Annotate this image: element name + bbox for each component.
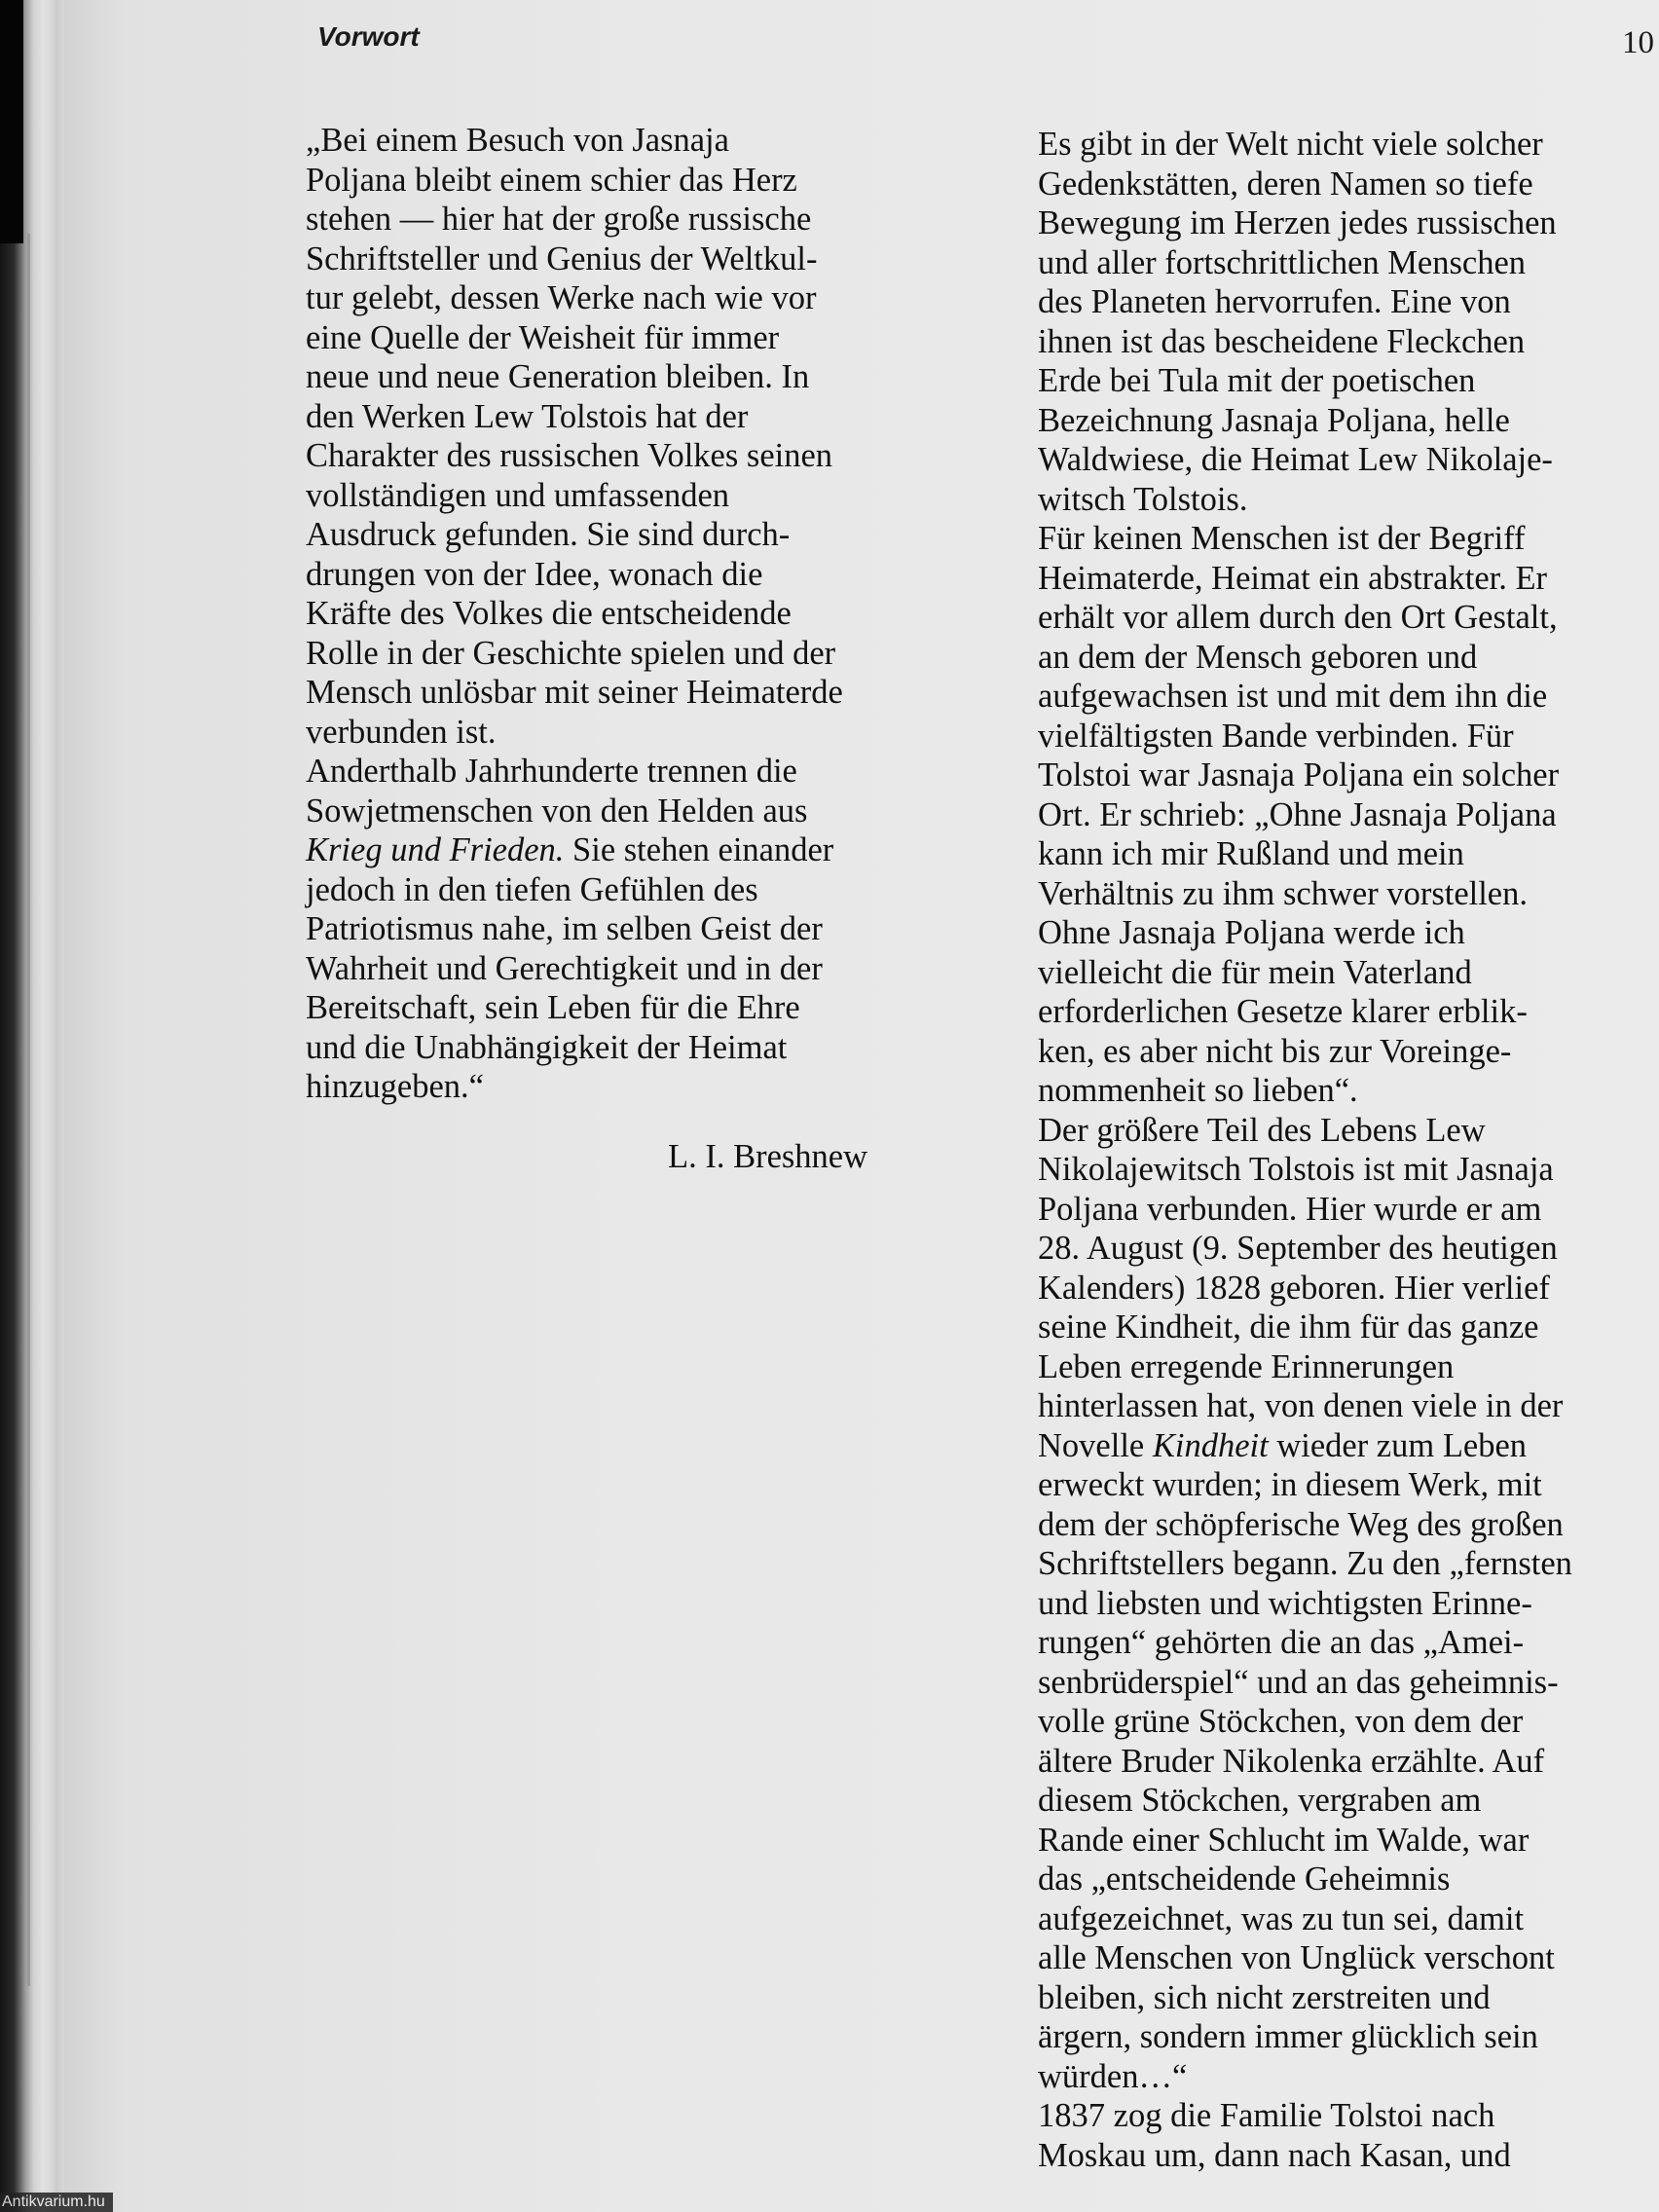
text-line: tur gelebt, dessen Werke nach wie vor <box>306 279 817 316</box>
text-line: Poljana bleibt einem schier das Herz <box>306 161 797 199</box>
text-line-italic-title <box>306 830 843 870</box>
watermark-logo: Antikvarium.hu <box>0 2193 113 2212</box>
right-column-lines <box>1038 125 1572 1426</box>
text-line: 1837 zog die Familie Tolstoi nach <box>1038 2097 1495 2134</box>
signature-author: L. I. Breshnew <box>668 1138 868 1175</box>
binding-edge-line <box>27 234 30 1986</box>
book-title-krieg-und-frieden: Krieg und Frieden. <box>306 831 565 868</box>
text-line: ältere Bruder Nikolenka erzählte. Auf <box>1038 1742 1545 1780</box>
text-line: alle Menschen von Unglück verschont <box>1038 1939 1555 1976</box>
text-line: Nikolajewitsch Tolstois ist mit Jasnaja <box>1038 1151 1554 1188</box>
text-line: Rande einer Schlucht im Walde, war <box>1038 1821 1530 1859</box>
text-line: Patriotismus nahe, im selben Geist der <box>306 910 823 947</box>
novelle-suffix: wieder zum Leben <box>1268 1426 1528 1464</box>
text-line: erforderlichen Gesetze klarer erblik- <box>1038 993 1528 1030</box>
text-line: Wahrheit und Gerechtigkeit und in der <box>306 949 823 987</box>
text-line: Rolle in der Geschichte spielen und der <box>306 634 836 672</box>
text-line: Es gibt in der Welt nicht viele solcher <box>1038 126 1543 163</box>
text-line: diesem Stöckchen, vergraben am <box>1038 1782 1482 1819</box>
text-line: und liebsten und wichtigsten Erinne- <box>1038 1584 1532 1622</box>
text-line: Gedenkstätten, deren Namen so tiefe <box>1038 165 1533 203</box>
text-line: volle grüne Stöckchen, von dem der <box>1038 1703 1524 1740</box>
text-line: und aller fortschrittlichen Menschen <box>1038 243 1527 281</box>
text-line: das „entscheidende Geheimnis <box>1038 1861 1451 1898</box>
text-line: „Bei einem Besuch von Jasnaja <box>306 122 729 159</box>
binding-dark-edge <box>0 0 23 243</box>
text-line: des Planeten hervorrufen. Eine von <box>1038 283 1511 320</box>
text-line: dem der schöpferische Weg des großen <box>1038 1505 1564 1543</box>
text-line: erweckt wurden; in diesem Werk, mit <box>1038 1466 1542 1503</box>
text-line: Schriftsteller und Genius der Weltkul- <box>306 240 818 277</box>
text-line: hinzugeben.“ <box>306 1068 484 1105</box>
text-line: Schriftstellers begann. Zu den „fernsten <box>1038 1545 1572 1582</box>
text-line-novelle <box>1038 1426 1572 1466</box>
text-line: eine Quelle der Weisheit für immer <box>306 318 780 356</box>
text-line: seine Kindheit, die ihm für das ganze <box>1038 1309 1539 1346</box>
text-line: Ausdruck gefunden. Sie sind durch- <box>306 516 791 553</box>
text-line: Ort. Er schrieb: „Ohne Jasnaja Poljana <box>1038 795 1557 833</box>
text-line: nommenheit so lieben“. <box>1038 1072 1358 1109</box>
left-column-lines-after <box>306 870 843 1107</box>
text-line: rungen“ gehörten die an das „Amei- <box>1038 1624 1525 1661</box>
text-line: drungen von der Idee, wonach die <box>306 555 763 593</box>
text-line: Heimaterde, Heimat ein abstrakter. Er <box>1038 559 1548 597</box>
text-line-rest: Sie stehen einander <box>564 831 834 868</box>
text-line: Moskau um, dann nach Kasan, und <box>1038 2136 1511 2174</box>
text-line: 28. August (9. September des heutigen <box>1038 1230 1558 1267</box>
text-line: aufgezeichnet, was zu tun sei, damit <box>1038 1899 1525 1937</box>
text-line: senbrüderspiel“ und an das geheimnis- <box>1038 1663 1559 1701</box>
text-line: Erde bei Tula mit der poetischen <box>1038 362 1476 399</box>
text-line: Poljana verbunden. Hier wurde er am <box>1038 1190 1542 1228</box>
text-line: Tolstoi war Jasnaja Poljana ein solcher <box>1038 756 1560 793</box>
text-line: Leben erregende Erinnerungen <box>1038 1347 1455 1385</box>
left-column-epigraph <box>306 121 843 1107</box>
text-line: ärgern, sondern immer glücklich sein <box>1038 2018 1538 2055</box>
text-line: ken, es aber nicht bis zur Voreinge- <box>1038 1032 1512 1070</box>
text-line: Anderthalb Jahrhunderte trennen die <box>306 753 797 790</box>
text-line: witsch Tolstois. <box>1038 480 1248 518</box>
text-line: Waldwiese, die Heimat Lew Nikolaje- <box>1038 441 1553 478</box>
text-line: würden…“ <box>1038 2057 1188 2095</box>
page-number: 10 <box>1622 25 1654 60</box>
running-head: Vorwort <box>317 21 420 52</box>
text-line: hinterlassen hat, von denen viele in der <box>1038 1387 1564 1424</box>
text-line: Bereitschaft, sein Leben für die Ehre <box>306 989 800 1026</box>
text-line: jedoch in den tiefen Gefühlen des <box>306 870 758 908</box>
text-line: Kalenders) 1828 geboren. Hier verlief <box>1038 1269 1550 1307</box>
text-line: Kräfte des Volkes die entscheidende <box>306 595 792 632</box>
text-line: erhält vor allem durch den Ort Gestalt, <box>1038 599 1558 636</box>
left-column-lines <box>306 121 843 830</box>
text-line: vollständigen und umfassenden <box>306 476 730 514</box>
text-line: verbunden ist. <box>306 713 497 751</box>
text-line: stehen — hier hat der große russische <box>306 201 812 238</box>
text-line: Charakter des russischen Volkes seinen <box>306 437 833 474</box>
text-line: ihnen ist das bescheidene Fleckchen <box>1038 322 1526 360</box>
text-line: Der größere Teil des Lebens Lew <box>1038 1111 1486 1149</box>
book-binding-shadow <box>0 0 64 2212</box>
text-line: Verhältnis zu ihm schwer vorstellen. <box>1038 874 1528 912</box>
book-title-kindheit: Kindheit <box>1152 1426 1269 1464</box>
text-line: den Werken Lew Tolstois hat der <box>306 397 749 435</box>
text-line: vielleicht die für mein Vaterland <box>1038 953 1472 991</box>
text-line: neue und neue Generation bleiben. In <box>306 358 810 395</box>
text-line: vielfältigsten Bande verbinden. Für <box>1038 717 1514 755</box>
right-column-lines-after <box>1038 1465 1572 2175</box>
text-line: kann ich mir Rußland und mein <box>1038 835 1464 872</box>
text-line: Sowjetmenschen von den Helden aus <box>306 792 808 830</box>
text-line: und die Unabhängigkeit der Heimat <box>306 1028 788 1066</box>
book-page <box>64 0 1659 2212</box>
text-line: an dem der Mensch geboren und <box>1038 638 1478 676</box>
novelle-prefix: Novelle <box>1038 1426 1153 1464</box>
text-line: Ohne Jasnaja Poljana werde ich <box>1038 914 1465 951</box>
right-column-body <box>1038 125 1572 2175</box>
text-line: Für keinen Menschen ist der Begriff <box>1038 520 1526 557</box>
text-line: aufgewachsen ist und mit dem ihn die <box>1038 678 1548 715</box>
text-line: Bezeichnung Jasnaja Poljana, helle <box>1038 401 1510 439</box>
text-line: Bewegung im Herzen jedes russischen <box>1038 204 1557 241</box>
text-line: Mensch unlösbar mit seiner Heimaterde <box>306 674 843 711</box>
text-line: bleiben, sich nicht zerstreiten und <box>1038 1978 1491 2016</box>
